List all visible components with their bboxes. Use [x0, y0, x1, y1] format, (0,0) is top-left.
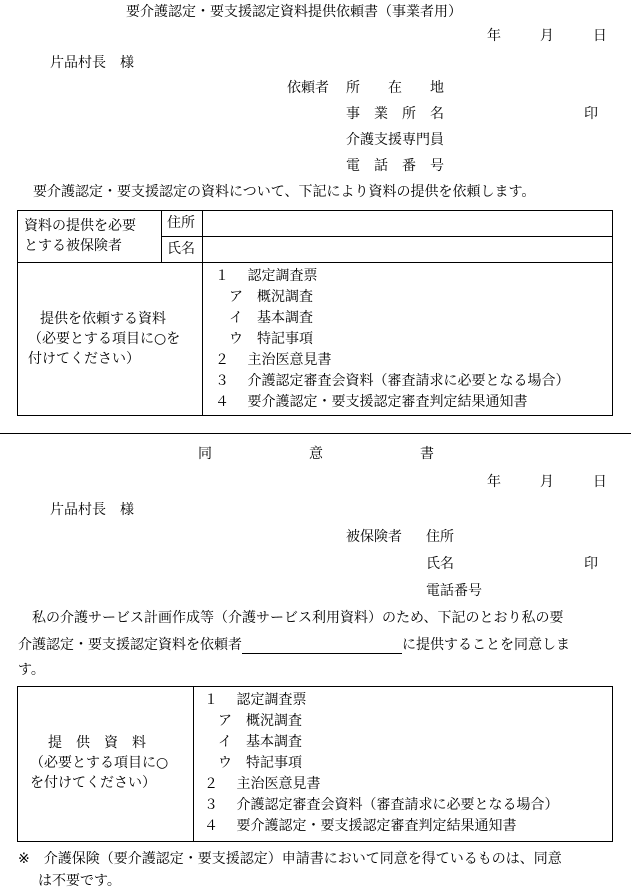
consent-title: [198, 446, 434, 463]
insured-address-label: 住所: [167, 215, 195, 231]
requester-address-label: 所 在 地: [346, 80, 444, 96]
request-docs-label-line3: 付けてください）: [28, 351, 140, 367]
request-docs-label-cell: [17, 262, 203, 416]
consent-docs-label-line2: （必要とする項目に○: [30, 755, 169, 771]
consent-date-month: 月: [539, 474, 554, 490]
request-date-year: 年: [487, 28, 501, 44]
request-intro: 要介護認定・要支援認定の資料について、下記により資料の提供を依頼します。: [33, 184, 536, 200]
requester-office-label: 事 業 所 名: [346, 106, 444, 122]
consent-date-year: 年: [487, 474, 501, 490]
consent-body-line2: [18, 637, 570, 654]
insured-name-label-cell: [161, 236, 203, 263]
requester-name-blank[interactable]: [242, 639, 402, 654]
request-doc-item[interactable]: ウ 特記事項: [215, 331, 313, 347]
consent-note-line1: ※ 介護保険（要介護認定・要支援認定）申請書において同意を得ているものは、同意: [18, 851, 562, 867]
request-docs-list-cell[interactable]: [202, 262, 613, 416]
request-date-day: 日: [592, 28, 607, 44]
insured-label-line1: 資料の提供を必要: [24, 218, 136, 234]
consent-body-line2-pre: 介護認定・要支援認定資料を依頼者: [18, 637, 242, 653]
consent-doc-item[interactable]: ア 概況調査: [204, 713, 302, 729]
request-doc-item[interactable]: ４ 要介護認定・要支援認定審査判定結果通知書: [215, 394, 528, 410]
insured-name-value-cell[interactable]: [202, 236, 613, 263]
insured-name-label: 氏名: [167, 241, 195, 257]
insured-address-value-cell[interactable]: [202, 210, 613, 237]
insured-address-label-cell: [161, 210, 203, 237]
consent-body-line3: す。: [18, 662, 45, 678]
request-table: [17, 210, 613, 416]
consent-phone-label: 電話番号: [426, 583, 482, 599]
request-date-month: 月: [539, 28, 554, 44]
consent-doc-item[interactable]: ３ 介護認定審査会資料（審査請求に必要となる場合）: [204, 797, 559, 813]
consent-note-line2: は不要です。: [38, 873, 121, 889]
consent-name-label: 氏名: [426, 556, 454, 572]
consent-doc-item[interactable]: ２ 主治医意見書: [204, 776, 321, 792]
consent-docs-label-line3: を付けてください）: [30, 775, 156, 791]
consent-address-label: 住所: [426, 529, 454, 545]
consent-docs-label-cell: [17, 686, 194, 842]
requester-phone-label: 電 話 番 号: [346, 158, 444, 174]
request-title: 要介護認定・要支援認定資料提供依頼書（事業者用）: [126, 4, 462, 20]
consent-date: [487, 474, 607, 491]
section-divider: [0, 433, 631, 434]
requester-label: 依頼者: [287, 80, 329, 96]
request-docs-label-line2: （必要とする項目に○を: [28, 331, 181, 347]
consent-title-char: 書: [420, 446, 434, 462]
consent-doc-item[interactable]: イ 基本調査: [204, 734, 302, 750]
request-date: [487, 28, 607, 45]
requester-manager-label: 介護支援専門員: [346, 132, 444, 148]
request-addressee: 片品村長 様: [50, 55, 134, 71]
request-doc-item[interactable]: ３ 介護認定審査会資料（審査請求に必要となる場合）: [215, 373, 570, 389]
request-doc-item[interactable]: イ 基本調査: [215, 310, 313, 326]
insured-label-line2: とする被保険者: [24, 238, 122, 254]
consent-body-line2-post: に提供することを同意しま: [402, 637, 570, 653]
consent-title-char: 同: [198, 446, 212, 462]
consent-docs-list-cell[interactable]: [193, 686, 613, 842]
request-docs-label-line1: 提供を依頼する資料: [40, 311, 166, 327]
insured-label-cell: [17, 210, 162, 263]
consent-addressee: 片品村長 様: [50, 502, 134, 518]
consent-date-day: 日: [592, 474, 607, 490]
consent-doc-item[interactable]: ４ 要介護認定・要支援認定審査判定結果通知書: [204, 818, 517, 834]
consent-docs-label-line1: 提 供 資 料: [48, 735, 146, 751]
consent-seal-mark: 印: [584, 556, 598, 572]
consent-title-char: 意: [309, 446, 323, 462]
consent-doc-item[interactable]: １ 認定調査票: [204, 692, 307, 708]
consent-body-line1: 私の介護サービス計画作成等（介護サービス利用資料）のため、下記のとおり私の要: [18, 610, 564, 626]
requester-seal-mark: 印: [584, 106, 598, 122]
request-doc-item[interactable]: １ 認定調査票: [215, 268, 318, 284]
consent-table: [17, 686, 613, 842]
request-doc-item[interactable]: ア 概況調査: [215, 289, 313, 305]
consent-doc-item[interactable]: ウ 特記事項: [204, 755, 302, 771]
request-doc-item[interactable]: ２ 主治医意見書: [215, 352, 332, 368]
consent-insured-label: 被保険者: [346, 529, 402, 545]
